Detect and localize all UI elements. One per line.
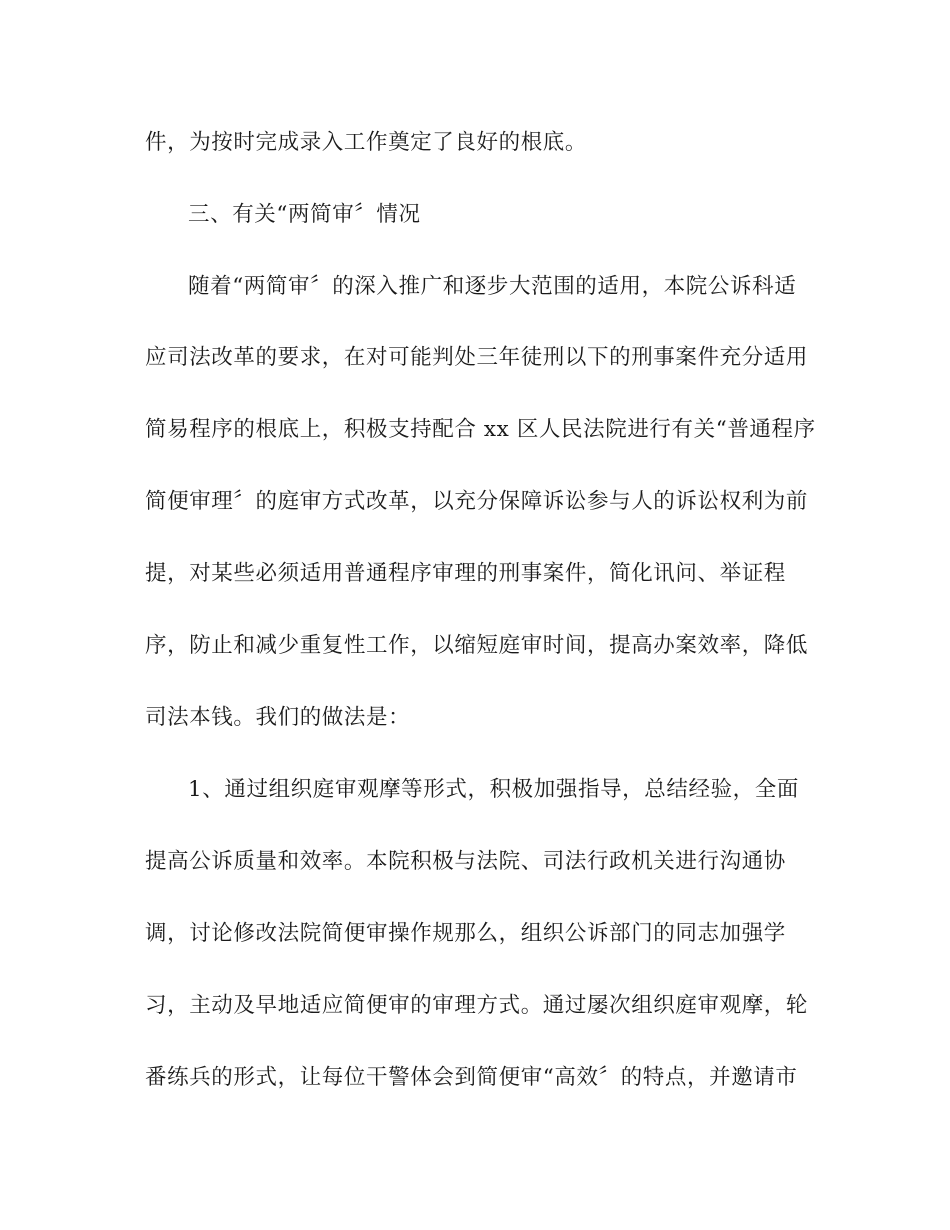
paragraph-line: 简便审理〞的庭审方式改革，以充分保障诉讼参与人的诉讼权利为前: [145, 489, 809, 514]
paragraph-line: 番练兵的形式，让每位干警体会到简便审“高效〞的特点，并邀请市: [145, 1065, 798, 1090]
paragraph-line: 提高公诉质量和效率。本院积极与法院、司法行政机关进行沟通协: [145, 849, 786, 874]
section-heading: 三、有关“两简审〞情况: [188, 202, 421, 227]
list-item-line: 1、通过组织庭审观摩等形式，积极加强指导，总结经验，全面: [188, 777, 799, 802]
paragraph-continuation-line: 件，为按时完成录入工作奠定了良好的根底。: [145, 130, 588, 155]
paragraph-line: 序，防止和减少重复性工作，以缩短庭审时间，提高办案效率，降低: [145, 633, 809, 658]
paragraph-line: 随着“两简审〞的深入推广和逐步大范围的适用，本院公诉科适: [188, 274, 797, 299]
paragraph-line: 调，讨论修改法院简便审操作规那么，组织公诉部门的同志加强学: [145, 921, 786, 946]
paragraph-line: 应司法改革的要求，在对可能判处三年徒刑以下的刑事案件充分适用: [145, 345, 809, 370]
paragraph-line: 简易程序的根底上，积极支持配合 xx 区人民法院进行有关“普通程序: [145, 417, 816, 442]
paragraph-line: 司法本钱。我们的做法是：: [145, 705, 411, 730]
paragraph-line: 习，主动及早地适应简便审的审理方式。通过屡次组织庭审观摩，轮: [145, 993, 809, 1018]
paragraph-line: 提，对某些必须适用普通程序审理的刑事案件，简化讯问、举证程: [145, 561, 786, 586]
